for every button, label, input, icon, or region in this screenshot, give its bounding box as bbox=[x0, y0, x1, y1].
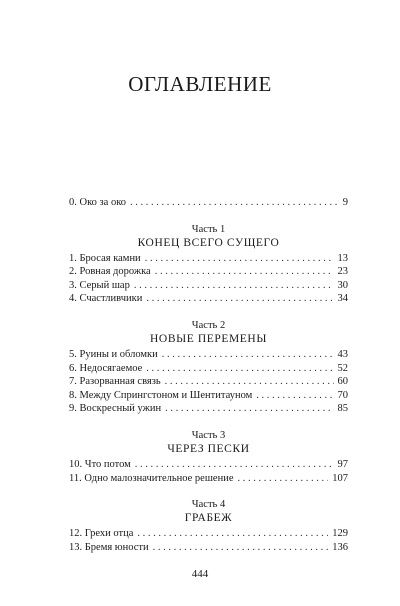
entry-title: 10. Что потом bbox=[69, 458, 131, 470]
dot-leader bbox=[146, 292, 333, 306]
entry-title: 9. Воскресный ужин bbox=[69, 403, 162, 415]
toc-entry bbox=[69, 402, 348, 416]
toc-entry bbox=[69, 252, 348, 266]
dot-leader bbox=[165, 402, 333, 416]
entry-page: 136 bbox=[332, 541, 348, 553]
dot-leader bbox=[135, 458, 334, 472]
entry-page: 70 bbox=[337, 389, 348, 401]
part-title: КОНЕЦ ВСЕГО СУЩЕГО bbox=[137, 236, 280, 249]
part-label: Часть 4 bbox=[191, 499, 226, 511]
part-title: НОВЫЕ ПЕРЕМЕНЫ bbox=[150, 332, 267, 345]
toc-entry bbox=[69, 541, 348, 555]
toc-entry bbox=[69, 527, 348, 541]
dot-leader bbox=[165, 375, 334, 389]
entry-title: 3. Серый шар bbox=[69, 279, 130, 291]
page-number: 444 bbox=[191, 568, 209, 580]
entry-page: 23 bbox=[337, 266, 348, 278]
dot-leader bbox=[256, 389, 333, 403]
part-title: ЧЕРЕЗ ПЕСКИ bbox=[167, 442, 250, 455]
entry-title: 5. Руины и обломки bbox=[69, 348, 158, 360]
entry-page: 107 bbox=[332, 472, 348, 484]
entry-title: 2. Ровная дорожка bbox=[69, 266, 151, 278]
toc-entry bbox=[69, 375, 348, 389]
toc-entry-prologue bbox=[69, 196, 348, 210]
toc-entry bbox=[69, 265, 348, 279]
entry-page: 85 bbox=[337, 403, 348, 415]
part-3-chapters bbox=[69, 458, 348, 485]
dot-leader bbox=[237, 472, 328, 486]
part-1 bbox=[69, 224, 348, 250]
entry-title: 4. Счастливчики bbox=[69, 293, 143, 305]
toc-entry bbox=[69, 279, 348, 293]
part-1-chapters bbox=[69, 252, 348, 306]
entry-title: 7. Разорванная связь bbox=[69, 376, 161, 388]
part-label: Часть 2 bbox=[191, 319, 226, 331]
entry-page: 30 bbox=[337, 279, 348, 291]
entry-page: 43 bbox=[337, 348, 348, 360]
toc-entry bbox=[69, 362, 348, 376]
entry-title: 0. Око за око bbox=[69, 197, 127, 208]
entry-title: 8. Между Спрингстоном и Шентитауном bbox=[69, 389, 253, 401]
dot-leader bbox=[137, 527, 328, 541]
part-2 bbox=[69, 320, 348, 346]
part-label: Часть 1 bbox=[191, 223, 226, 235]
entry-page: 52 bbox=[337, 362, 348, 374]
toc-entry bbox=[69, 389, 348, 403]
dot-leader bbox=[146, 362, 333, 376]
entry-title: 11. Одно малозначительное решение bbox=[69, 472, 234, 484]
part-2-chapters bbox=[69, 348, 348, 416]
dot-leader bbox=[130, 196, 339, 210]
dot-leader bbox=[134, 279, 334, 293]
entry-title: 6. Недосягаемое bbox=[69, 362, 143, 374]
entry-page: 129 bbox=[332, 528, 348, 540]
part-4 bbox=[69, 499, 348, 525]
dot-leader bbox=[145, 252, 334, 266]
table-of-contents bbox=[69, 196, 348, 554]
entry-page: 97 bbox=[337, 458, 348, 470]
page-title: ОГЛАВЛЕНИЕ bbox=[128, 72, 272, 96]
entry-title: 1. Бросая камни bbox=[69, 252, 141, 264]
part-title: ГРАБЕЖ bbox=[184, 512, 233, 525]
entry-title: 13. Бремя юности bbox=[69, 541, 149, 553]
part-4-chapters bbox=[69, 527, 348, 554]
entry-title: 12. Грехи отца bbox=[69, 528, 134, 540]
dot-leader bbox=[155, 265, 334, 279]
dot-leader bbox=[162, 348, 334, 362]
toc-entry bbox=[69, 348, 348, 362]
entry-page: 9 bbox=[342, 197, 348, 208]
part-3 bbox=[69, 430, 348, 456]
toc-entry bbox=[69, 472, 348, 486]
dot-leader bbox=[153, 541, 329, 555]
entry-page: 60 bbox=[337, 376, 348, 388]
toc-entry bbox=[69, 292, 348, 306]
part-label: Часть 3 bbox=[191, 429, 226, 441]
entry-page: 13 bbox=[337, 252, 348, 264]
toc-entry bbox=[69, 458, 348, 472]
entry-page: 34 bbox=[337, 293, 348, 305]
